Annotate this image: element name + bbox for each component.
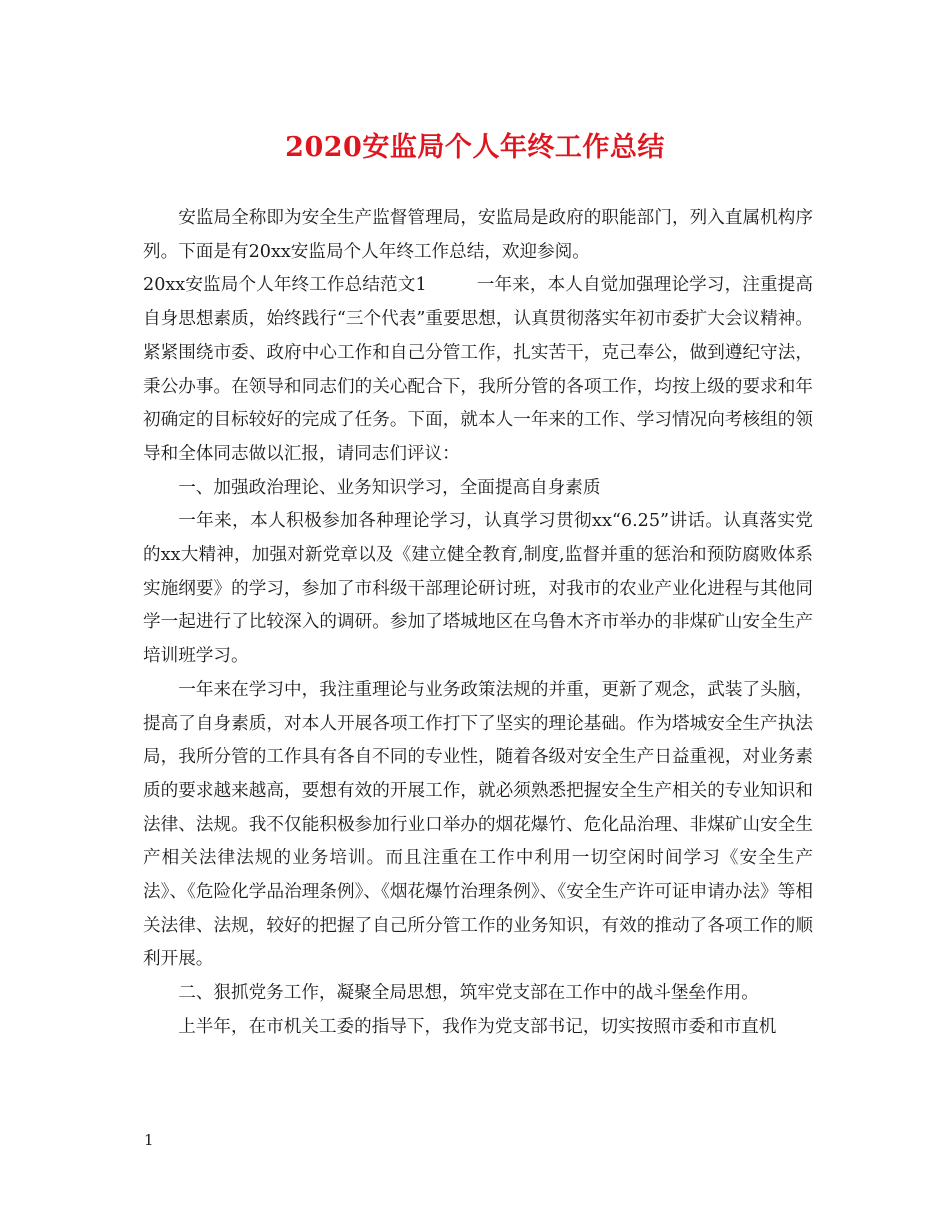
document-title: 2020安监局个人年终工作总结: [285, 132, 665, 163]
section1-paragraph-2: 一年来在学习中，我注重理论与业务政策法规的并重，更新了观念，武装了头脑，提高了自身素质，对本人开展各项工作打下了坚实的理论基础。作为塔城安全生产执法局，我所分管的工作具有各自不同的专业性，随着各级对安全生产日益重视，对业务素质的要求越来越高，要想有效的开展工作，就必须熟悉把握安全生产相关的专业知识和法律、法规。我不仅能积极参加行业口举办的烟花爆竹、危化品治理、非煤矿山安全生产相关法律法规的业务培训。而且注重在工作中利用一切空闲时间学习《安全生产法》、《危险化学品治理条例》、《烟花爆竹治理条例》、《安全生产许可证申请办法》等相关法律、法规，较好的把握了自己所分管工作的业务知识，有效的推动了各项工作的顺利开展。: [143, 679, 813, 970]
sample-intro-text: 一年来，本人自觉加强理论学习，注重提高自身思想素质，始终践行“三个代表”重要思想，认真贯彻落实年初市委扩大会议精神。紧紧围绕市委、政府中心工作和自己分管工作，扎实苦干，克己奉公，做到遵纪守法，秉公办事。在领导和同志们的关心配合下，我所分管的各项工作，均按上级的要求和年初确定的目标较好的完成了任务。下面，就本人一年来的工作、学习情况向考核组的领导和全体同志做以汇报，请同志们评议：: [143, 275, 813, 464]
document-body: [143, 202, 813, 1045]
section1-paragraph-1: 一年来，本人积极参加各种理论学习，认真学习贯彻xx“6.25”讲话。认真落实党的xx大精神，加强对新党章以及《建立健全教育,制度,监督并重的惩治和预防腐败体系实施纲要》的学习，参加了市科级干部理论研讨班，对我市的农业产业化进程与其他同学一起进行了比较深入的调研。参加了塔城地区在乌鲁木齐市举办的非煤矿山安全生产培训班学习。: [143, 511, 813, 667]
intro-paragraph: 安监局全称即为安全生产监督管理局，安监局是政府的职能部门，列入直属机构序列。下面是有20xx安监局个人年终工作总结，欢迎参阅。: [143, 208, 813, 262]
section1-heading: 一、加强政治理论、业务知识学习，全面提高自身素质: [178, 477, 601, 498]
page-number: 1: [144, 1131, 154, 1149]
section2-heading: 二、狠抓党务工作，凝聚全局思想，筑牢党支部在工作中的战斗堡垒作用。: [178, 983, 759, 1004]
sample-paragraph: [143, 269, 813, 471]
section2-paragraph-1: 上半年，在市机关工委的指导下，我作为党支部书记，切实按照市委和市直机: [178, 1016, 777, 1037]
sample-label: 20xx安监局个人年终工作总结范文1: [143, 275, 427, 296]
